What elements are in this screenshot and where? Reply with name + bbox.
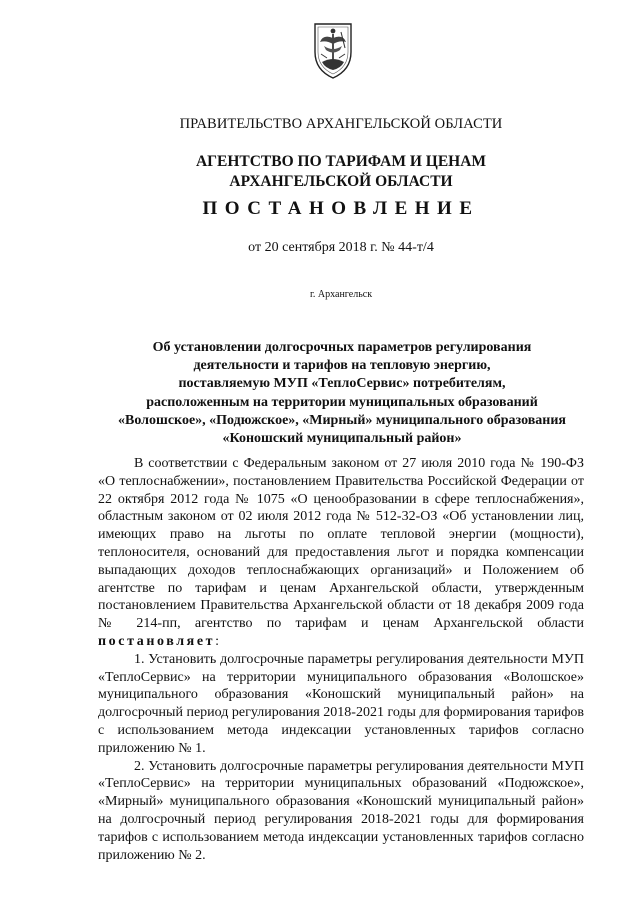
title-line: деятельности и тарифов на тепловую энергию,	[193, 358, 491, 374]
title-line: «Коношский муниципальный район»	[222, 431, 462, 447]
document-title	[112, 339, 572, 448]
decree-word: постановляет	[98, 633, 216, 649]
agency-name-line-1: АГЕНТСТВО ПО ТАРИФАМ И ЦЕНАМ	[195, 153, 487, 170]
agency-name	[0, 152, 640, 192]
title-line: «Волошское», «Подюжское», «Мирный» муниципального образования	[118, 412, 566, 428]
preamble-paragraph	[98, 455, 584, 651]
document-type: ПОСТАНОВЛЕНИЕ	[202, 198, 480, 219]
title-line: расположенным на территории муниципальных образований	[146, 394, 538, 410]
title-line: поставляемую МУП «ТеплоСервис» потребителям,	[178, 376, 506, 392]
government-name: ПРАВИТЕЛЬСТВО АРХАНГЕЛЬСКОЙ ОБЛАСТИ	[179, 116, 503, 132]
document-date-number: от 20 сентября 2018 г. № 44-т/4	[248, 240, 434, 255]
decision-item-2: 2. Установить долгосрочные параметры регулирования деятельности МУП «ТеплоСервис» на территории муниципальных образований «Подюжское», «Мирный» муниципального образования «Коношский муниципальный район» на долгосрочный период регулирования 2018-2021 годы для формирования тарифов с использованием метода индексации установленных тарифов согласно приложению № 2.	[98, 758, 584, 863]
title-line: Об установлении долгосрочных параметров регулирования	[152, 340, 532, 355]
arkhangelsk-coat-of-arms-icon	[311, 18, 355, 80]
preamble-end: :	[215, 633, 220, 649]
document-city: г. Архангельск	[309, 289, 373, 300]
decision-item-1: 1. Установить долгосрочные параметры регулирования деятельности МУП «ТеплоСервис» на территории муниципального образования «Волошское» муниципального образования «Коношский муниципальный район» на долгосрочный период регулирования 2018-2021 годы для формирования тарифов с использованием метода индексации установленных тарифов согласно приложению № 1.	[98, 651, 584, 756]
document-body	[98, 455, 584, 864]
preamble-text: В соответствии с Федеральным законом от 27 июля 2010 года № 190-ФЗ «О теплоснабжении», постановлением Правительства Российской Федерации от 22 октября 2012 года № 1075 «О ценообразовании в сфере теплоснабжения», областным законом от 02 июля 2012 года № 512-32-ОЗ «Об установлении лиц, имеющих право на льготы по оплате тепловой энергии (мощности), теплоносителя, оснований для предоставления льгот и порядка компенсации выпадающих доходов теплоснабжающих организаций» и Положением об агентстве по тарифам и ценам Архангельской области, утвержденным постановлением Правительства Архангельской области от 18 декабря 2009 года № 214-пп, агентство по тарифам и ценам Архангельской области	[98, 456, 584, 632]
agency-name-line-2: АРХАНГЕЛЬСКОЙ ОБЛАСТИ	[229, 173, 453, 190]
